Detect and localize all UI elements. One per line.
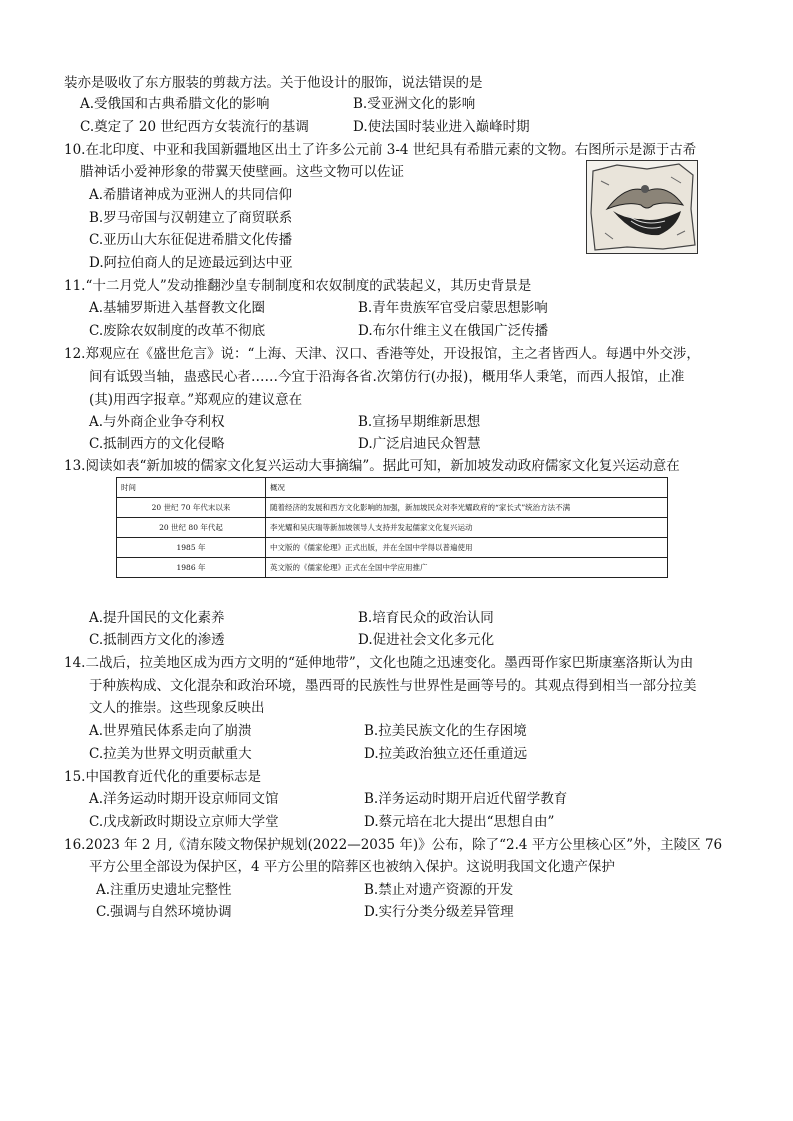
- question-14-stem: 14.二战后，拉美地区成为西方文明的“延伸地带”，文化也随之迅速变化。墨西哥作家巴斯康塞洛斯认为由: [64, 655, 694, 671]
- option-c: C.抵制西方文化的渗透: [89, 632, 225, 648]
- question-16-stem: 16.2023 年 2 月,《清东陵文物保护规划(2022—2035 年)》公布，除了“2.4 平方公里核心区”外，主陵区 76: [64, 837, 723, 853]
- option-b: B.拉美民族文化的生存困境: [364, 723, 527, 739]
- table-row: [117, 538, 668, 558]
- option-c: C.奠定了 20 世纪西方女装流行的基调: [80, 119, 309, 135]
- table-cell-time: 20 世纪 80 年代起: [117, 518, 266, 538]
- table-row: [117, 518, 668, 538]
- table-cell-overview: 随着经济的发展和西方文化影响的加强，新加坡民众对李光耀政府的“家长式”统治方法不满: [266, 498, 668, 518]
- table-header-row: [117, 478, 668, 498]
- table-header-overview: 概况: [266, 478, 668, 498]
- option-d: D.布尔什维主义在俄国广泛传播: [358, 323, 549, 339]
- option-a: A.提升国民的文化素养: [89, 610, 225, 626]
- option-c: C.拉美为世界文明贡献重大: [89, 746, 252, 762]
- question-16-stem: 平方公里全部设为保护区，4 平方公里的陪葬区也被纳入保护。这说明我国文化遗产保护: [89, 859, 615, 875]
- option-d: D.阿拉伯商人的足迹最远到达中亚: [89, 255, 293, 271]
- option-b: B.禁止对遗产资源的开发: [364, 882, 514, 898]
- option-a: A.洋务运动时期开设京师同文馆: [89, 791, 279, 807]
- table-row: [117, 558, 668, 578]
- winged-angel-mural-image: [586, 160, 698, 254]
- table-cell-overview: 英文版的《儒家伦理》正式在全国中学应用推广: [266, 558, 668, 578]
- option-b: B.青年贵族军官受启蒙思想影响: [358, 300, 548, 316]
- question-12-stem: 间有诋毁当轴，蛊惑民心者……今宜于沿海各省.次第仿行(办报)，概用华人秉笔，而西人报馆，止准: [89, 369, 685, 385]
- question-11-stem: 11.“十二月党人”发动推翻沙皇专制制度和农奴制度的武装起义，其历史背景是: [64, 278, 532, 294]
- question-13-stem: 13.阅读如表“新加坡的儒家文化复兴运动大事摘编”。据此可知，新加坡发动政府儒家文化复兴运动意在: [64, 458, 680, 474]
- option-b: B.培育民众的政治认同: [358, 610, 494, 626]
- option-a: A.基辅罗斯进入基督教文化圈: [89, 300, 266, 316]
- table-header-time: 时间: [117, 478, 266, 498]
- question-14-stem: 于种族构成、文化混杂和政治环境，墨西哥的民族性与世界性是画等号的。其观点得到相当一部分拉美: [89, 678, 697, 694]
- option-c: C.废除农奴制度的改革不彻底: [89, 323, 266, 339]
- option-b: B.罗马帝国与汉朝建立了商贸联系: [89, 210, 293, 226]
- option-d: D.实行分类分级差异管理: [364, 904, 514, 920]
- option-d: D.使法国时装业进入巅峰时期: [353, 119, 530, 135]
- table-cell-time: 20 世纪 70 年代末以来: [117, 498, 266, 518]
- option-c: C.强调与自然环境协调: [96, 904, 232, 920]
- option-d: D.蔡元培在北大提出“思想自由”: [364, 814, 555, 830]
- option-a: A.与外商企业争夺利权: [89, 414, 225, 430]
- question-10-stem: 腊神话小爱神形象的带翼天使壁画。这些文物可以佐证: [80, 164, 404, 180]
- question-10-stem: 10.在北印度、中亚和我国新疆地区出土了许多公元前 3-4 世纪具有希腊元素的文物。右图所示是源于古希: [64, 142, 697, 158]
- option-a: A.希腊诸神成为亚洲人的共同信仰: [89, 187, 293, 203]
- option-b: B.洋务运动时期开启近代留学教育: [364, 791, 568, 807]
- option-c: C.戊戌新政时期设立京师大学堂: [89, 814, 279, 830]
- option-c: C.亚历山大东征促进希腊文化传播: [89, 232, 293, 248]
- option-b: B.受亚洲文化的影响: [353, 96, 476, 112]
- table-row: [117, 498, 668, 518]
- option-d: D.促进社会文化多元化: [358, 632, 495, 648]
- question-12-stem: (其)用西字报章。”郑观应的建议意在: [89, 392, 303, 408]
- option-d: D.拉美政治独立还任重道远: [364, 746, 528, 762]
- question-stem-line: 装亦是吸收了东方服装的剪裁方法。关于他设计的服饰，说法错误的是: [64, 75, 483, 91]
- option-a: A.注重历史遗址完整性: [96, 882, 232, 898]
- question-12-stem: 12.郑观应在《盛世危言》说：“上海、天津、汉口、香港等处，开设报馆，主之者皆西人。每遇中外交涉，: [64, 346, 700, 362]
- option-c: C.抵制西方的文化侵略: [89, 436, 225, 452]
- option-b: B.宣扬早期维新思想: [358, 414, 481, 430]
- table-cell-time: 1985 年: [117, 538, 266, 558]
- mural-drawing-icon: [587, 161, 697, 253]
- table-cell-overview: 李光耀和吴庆瑞等新加坡领导人支持并发起儒家文化复兴运动: [266, 518, 668, 538]
- table-cell-overview: 中文版的《儒家伦理》正式出版，并在全国中学得以普遍使用: [266, 538, 668, 558]
- singapore-events-table: [116, 477, 668, 578]
- option-a: A.世界殖民体系走向了崩溃: [89, 723, 252, 739]
- option-d: D.广泛启迪民众智慧: [358, 436, 481, 452]
- option-a: A.受俄国和古典希腊文化的影响: [80, 96, 270, 112]
- question-14-stem: 文人的推崇。这些现象反映出: [89, 700, 265, 716]
- question-15-stem: 15.中国教育近代化的重要标志是: [64, 769, 261, 785]
- table-cell-time: 1986 年: [117, 558, 266, 578]
